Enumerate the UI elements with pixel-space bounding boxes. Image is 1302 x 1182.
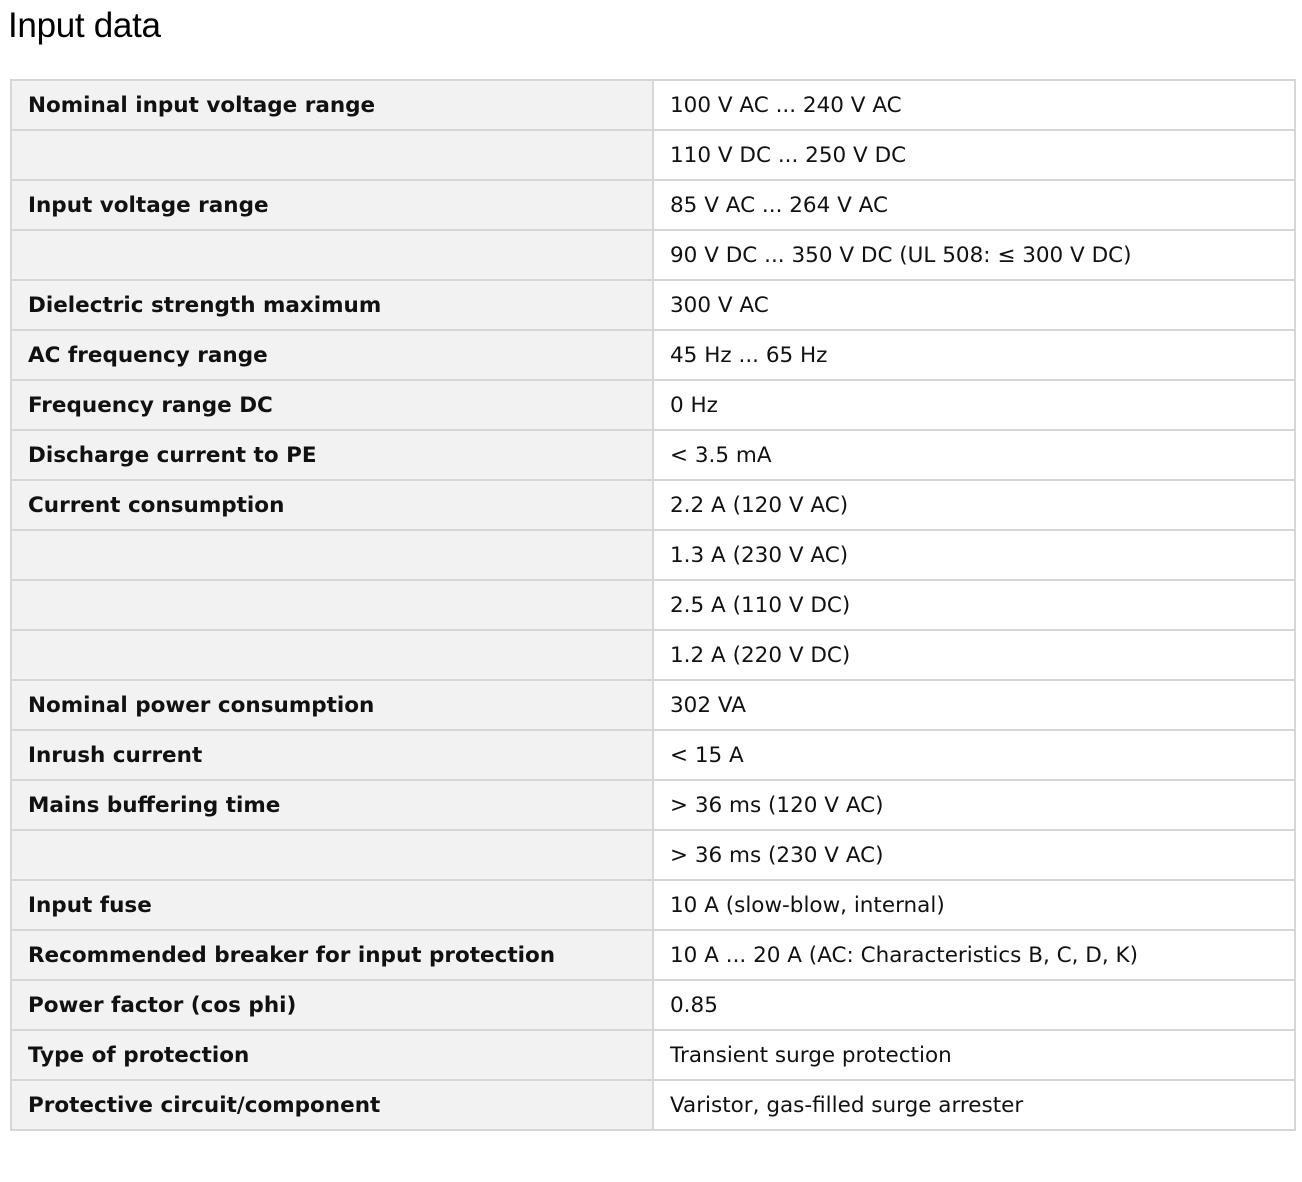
row-value: 0 Hz — [653, 380, 1295, 430]
row-label: Input fuse — [11, 880, 653, 930]
row-label: Dielectric strength maximum — [11, 280, 653, 330]
row-label: Nominal power consumption — [11, 680, 653, 730]
table-row — [11, 580, 1295, 630]
table-row — [11, 130, 1295, 180]
row-value: Transient surge protection — [653, 1030, 1295, 1080]
table-row — [11, 180, 1295, 230]
table-row — [11, 980, 1295, 1030]
row-value: 45 Hz ... 65 Hz — [653, 330, 1295, 380]
page-title: Input data — [8, 6, 161, 45]
row-label: Power factor (cos phi) — [11, 980, 653, 1030]
table-row — [11, 880, 1295, 930]
input-data-table — [10, 79, 1296, 1131]
row-value: > 36 ms (120 V AC) — [653, 780, 1295, 830]
row-value: > 36 ms (230 V AC) — [653, 830, 1295, 880]
row-label: Recommended breaker for input protection — [11, 930, 653, 980]
row-value: 85 V AC ... 264 V AC — [653, 180, 1295, 230]
row-value: 10 A (slow-blow, internal) — [653, 880, 1295, 930]
table-row — [11, 480, 1295, 530]
row-value: 2.5 A (110 V DC) — [653, 580, 1295, 630]
row-value: < 3.5 mA — [653, 430, 1295, 480]
row-value: 302 VA — [653, 680, 1295, 730]
table-row — [11, 730, 1295, 780]
row-label: Input voltage range — [11, 180, 653, 230]
row-label: Inrush current — [11, 730, 653, 780]
row-value: < 15 A — [653, 730, 1295, 780]
table-row — [11, 230, 1295, 280]
table-row — [11, 380, 1295, 430]
row-label: Discharge current to PE — [11, 430, 653, 480]
row-value: 110 V DC ... 250 V DC — [653, 130, 1295, 180]
row-label: Current consumption — [11, 480, 653, 530]
row-value: 1.2 A (220 V DC) — [653, 630, 1295, 680]
table-row — [11, 680, 1295, 730]
row-label: Mains buffering time — [11, 780, 653, 830]
row-label — [11, 580, 653, 630]
row-value: Varistor, gas-filled surge arrester — [653, 1080, 1295, 1130]
row-label — [11, 130, 653, 180]
row-label — [11, 830, 653, 880]
table-row — [11, 80, 1295, 130]
row-label: Protective circuit/component — [11, 1080, 653, 1130]
row-value: 0.85 — [653, 980, 1295, 1030]
row-label — [11, 630, 653, 680]
table-row — [11, 530, 1295, 580]
row-label: AC frequency range — [11, 330, 653, 380]
table-row — [11, 1080, 1295, 1130]
row-value: 2.2 A (120 V AC) — [653, 480, 1295, 530]
row-label: Frequency range DC — [11, 380, 653, 430]
table-row — [11, 930, 1295, 980]
row-value: 100 V AC ... 240 V AC — [653, 80, 1295, 130]
row-value: 300 V AC — [653, 280, 1295, 330]
table-row — [11, 830, 1295, 880]
row-value: 10 A ... 20 A (AC: Characteristics B, C, D, K) — [653, 930, 1295, 980]
row-value: 90 V DC ... 350 V DC (UL 508: ≤ 300 V DC) — [653, 230, 1295, 280]
row-label — [11, 230, 653, 280]
row-label: Type of protection — [11, 1030, 653, 1080]
table-row — [11, 280, 1295, 330]
table-row — [11, 430, 1295, 480]
table-row — [11, 1030, 1295, 1080]
row-label: Nominal input voltage range — [11, 80, 653, 130]
row-value: 1.3 A (230 V AC) — [653, 530, 1295, 580]
table-row — [11, 330, 1295, 380]
table-row — [11, 630, 1295, 680]
row-label — [11, 530, 653, 580]
table-row — [11, 780, 1295, 830]
